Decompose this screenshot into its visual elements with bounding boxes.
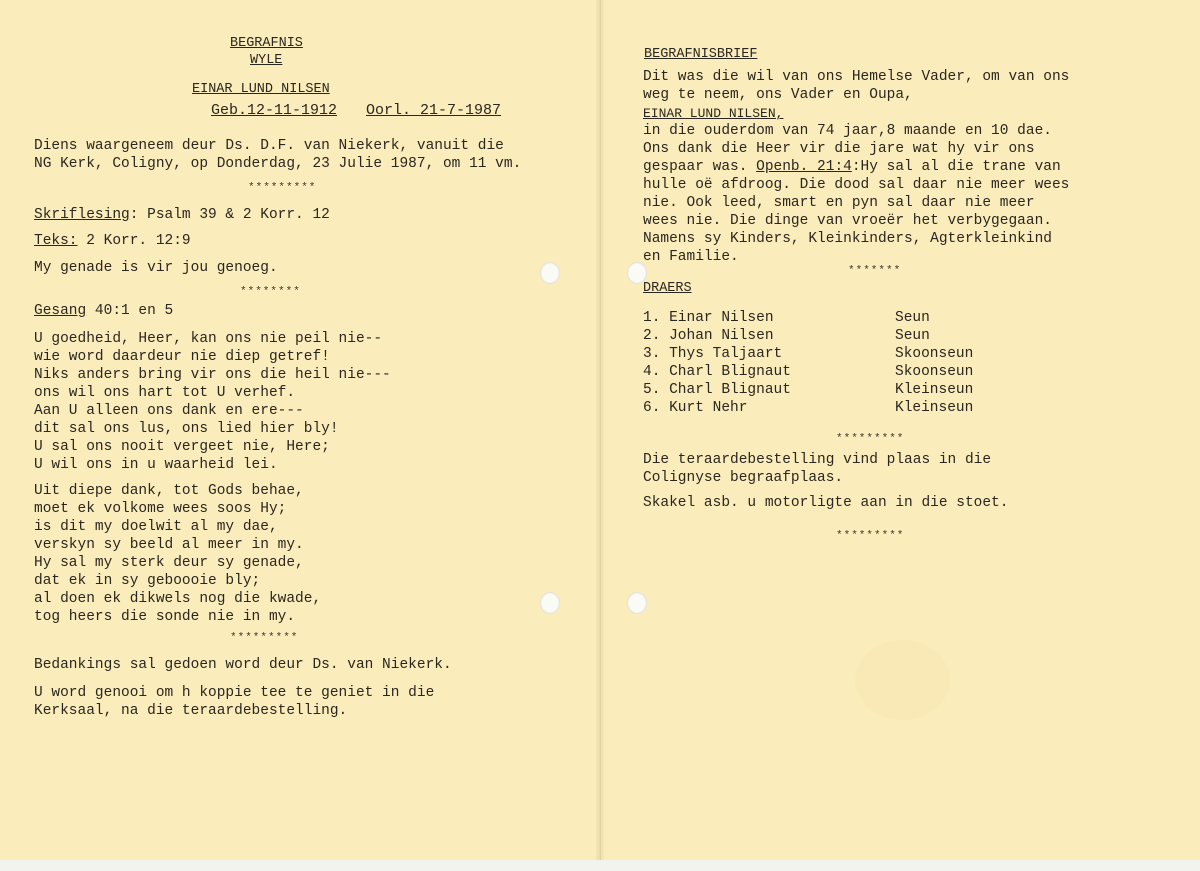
bearer-name: 6. Kurt Nehr [643,400,748,416]
hymn-verse-line: Niks anders bring vir ons die heil nie--- [34,367,391,383]
scripture-label: Skriflesing [34,207,130,223]
sermon-text-ref [34,232,191,250]
burial-line: Die teraardebestelling vind plaas in die [643,452,992,468]
scan-edge [0,860,1200,871]
text-label: Teks: [34,233,78,249]
hymn-label: Gesang [34,303,87,319]
bearer-name: 3. Thys Taljaart [643,346,783,362]
notice-title: BEGRAFNISBRIEF [644,47,758,62]
notice-line: Namens sy Kinders, Kleinkinders, Agterkleinkind [643,231,1052,247]
star-divider: ********* [836,433,905,445]
hymn-verse-line: verskyn sy beeld al meer in my. [34,537,304,553]
service-line: Diens waargeneem deur Ds. D.F. van Niekerk, vanuit die [34,138,504,154]
hymn-verse-line: Hy sal my sterk deur sy genade, [34,555,304,571]
punch-hole [540,592,560,614]
hymn-verse-line: wie word daardeur nie diep getref! [34,349,330,365]
headlights-note: Skakel asb. u motorligte aan in die stoet. [643,495,1009,511]
punch-hole [627,592,647,614]
tea-note-line: Kerksaal, na die teraardebestelling. [34,703,348,719]
paper-stain [855,640,950,720]
bearer-relation: Kleinseun [895,382,974,398]
deceased-name: EINAR LUND NILSEN, [643,106,784,121]
bearer-relation: Seun [895,328,930,344]
text-quote: My genade is vir jou genoeg. [34,260,278,276]
hymn-verse-line: U sal ons nooit vergeet nie, Here; [34,439,330,455]
scripture-ref: Openb. 21:4 [756,159,852,175]
hymn-heading [34,302,173,320]
bearers-title: DRAERS [643,281,692,296]
hymn-verse-line: tog heers die sonde nie in my. [34,609,296,625]
bearer-relation: Kleinseun [895,400,974,416]
burial-line: Colignyse begraafplaas. [643,470,844,486]
star-divider: ********* [836,530,905,542]
heading-deceased-name: EINAR LUND NILSEN [192,82,330,97]
hymn-verse-line: moet ek volkome wees soos Hy; [34,501,287,517]
death-date: Oorl. 21-7-1987 [366,102,502,119]
notice-line: in die ouderdom van 74 jaar,8 maande en 10 dae. [643,123,1052,139]
notice-line: weg te neem, ons Vader en Oupa, [643,87,913,103]
notice-line: Dit was die wil van ons Hemelse Vader, om van ons [643,69,1070,85]
hymn-verse-line: ons wil ons hart tot U verhef. [34,385,296,401]
fold-line [600,0,601,860]
scripture-text: : Psalm 39 & 2 Korr. 12 [129,207,330,223]
heading-begrafnis: BEGRAFNIS [230,36,303,51]
bearer-relation: Seun [895,310,930,326]
punch-hole [540,262,560,284]
notice-line: nie. Ook leed, smart en pyn sal daar nie meer [643,195,1035,211]
hymn-verse-line: is dit my doelwit al my dae, [34,519,278,535]
tea-note-line: U word genooi om h koppie tee te geniet in die [34,685,435,701]
bearer-relation: Skoonseun [895,364,974,380]
hymn-verse-line: dat ek in sy geboooie bly; [34,573,261,589]
thanks-note: Bedankings sal gedoen word deur Ds. van Niekerk. [34,657,452,673]
notice-line: hulle oë afdroog. Die dood sal daar nie meer wees [643,177,1070,193]
star-divider: ********* [248,182,317,194]
hymn-verse-line: Aan U alleen ons dank en ere--- [34,403,304,419]
bearer-name: 1. Einar Nilsen [643,310,774,326]
hymn-verse-line: U goedheid, Heer, kan ons nie peil nie-- [34,331,383,347]
bearer-name: 4. Charl Blignaut [643,364,791,380]
bearer-relation: Skoonseun [895,346,974,362]
notice-line [643,158,1061,176]
hymn-verse-line: Uit diepe dank, tot Gods behae, [34,483,304,499]
service-line: NG Kerk, Coligny, op Donderdag, 23 Julie 1987, om 11 vm. [34,156,522,172]
notice-line: wees nie. Die dinge van vroeër het verbygegaan. [643,213,1052,229]
hymn-verse-line: U wil ons in u waarheid lei. [34,457,278,473]
text-ref: 2 Korr. 12:9 [77,233,191,249]
hymn-ref: 40:1 en 5 [86,303,174,319]
heading-wyle: WYLE [250,53,283,68]
notice-line: Ons dank die Heer vir die jare wat hy vir ons [643,141,1035,157]
notice-line: en Familie. [643,249,739,265]
hymn-verse-line: al doen ek dikwels nog die kwade, [34,591,322,607]
hymn-verse-line: dit sal ons lus, ons lied hier bly! [34,421,339,437]
bearer-name: 2. Johan Nilsen [643,328,774,344]
star-divider: ******* [848,265,902,277]
birth-date: Geb.12-11-1912 [211,102,338,119]
star-divider: ******** [240,286,301,298]
star-divider: ********* [230,632,299,644]
notice-text: :Hy sal al die trane van [851,159,1061,175]
bearer-name: 5. Charl Blignaut [643,382,791,398]
notice-text: gespaar was. [643,159,757,175]
scripture-reading [34,206,330,224]
